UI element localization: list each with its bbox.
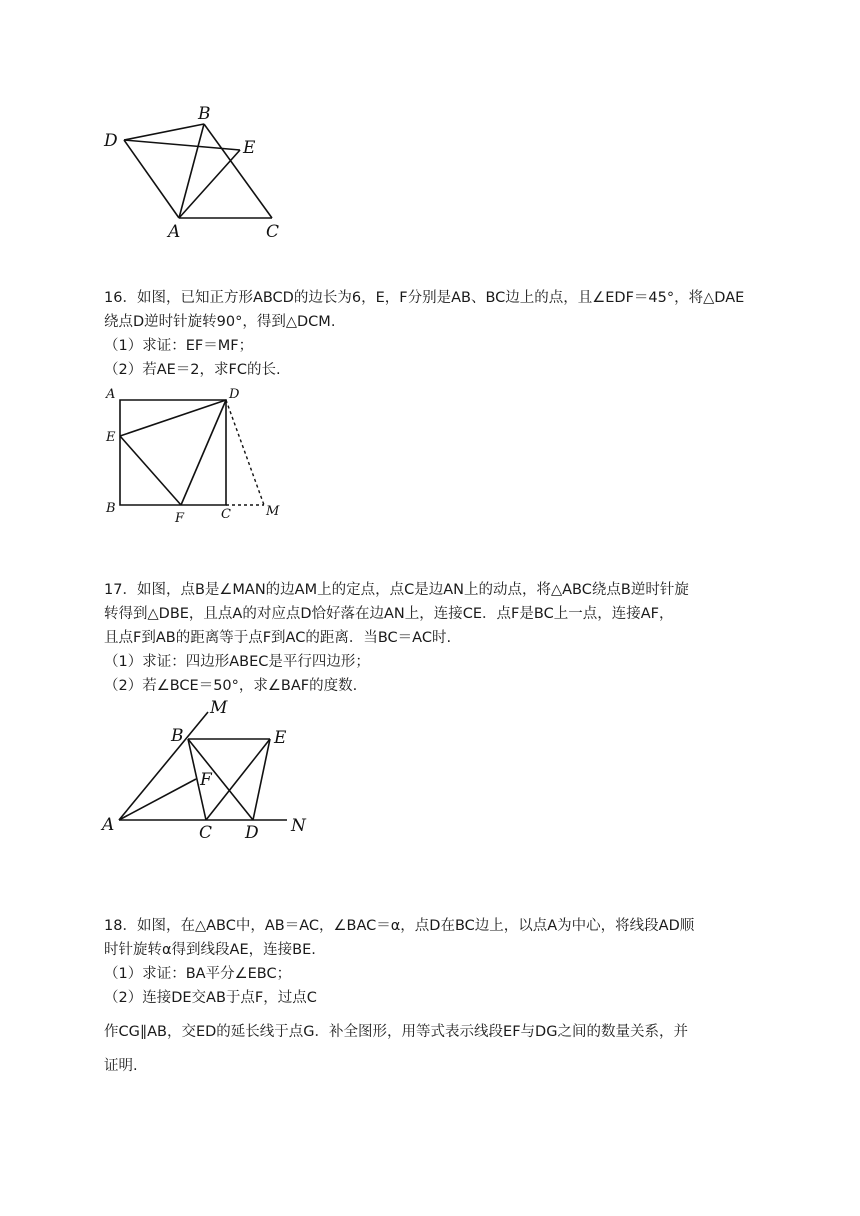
label-B: B (198, 104, 211, 124)
label-E: E (274, 728, 287, 748)
figure-17 (95, 690, 325, 850)
label-B: B (171, 726, 184, 746)
problem-17-line-2: 转得到△DBE，且点A的对应点D恰好落在边AN上，连接CE．点F是BC上一点，连接AF， (104, 606, 674, 622)
square-ABCD (120, 400, 226, 505)
problem-16-part-2: （2）若AE＝2，求FC的长. (104, 362, 281, 378)
segment-DB (124, 124, 204, 140)
label-A: A (168, 222, 181, 242)
label-D: D (245, 823, 259, 843)
problem-17-part-1: （1）求证：四边形ABEC是平行四边形； (104, 654, 370, 670)
label-D: D (229, 387, 240, 402)
label-A: A (102, 815, 115, 835)
problem-17-part-2: （2）若∠BCE＝50°，求∠BAF的度数. (104, 678, 358, 694)
problem-18-line-2: 时针旋转α得到线段AE，连接BE. (104, 942, 316, 958)
problem-18-part-1: （1）求证：BA平分∠EBC； (104, 966, 292, 982)
segment-DF (181, 400, 226, 505)
label-C: C (266, 222, 280, 242)
label-F: F (200, 770, 212, 790)
label-C: C (221, 507, 231, 522)
segment-DE (120, 400, 226, 436)
problem-18 (104, 914, 764, 1078)
label-N: N (291, 816, 306, 836)
problem-16-line-1: 16．如图，已知正方形ABCD的边长为6，E，F分别是AB、BC边上的点，且∠EDF＝45°，将△DAE (104, 290, 745, 306)
segment-DM-dashed (226, 400, 264, 505)
segment-DA (124, 140, 179, 218)
segment-EF (120, 436, 181, 505)
problem-17-line-3: 且点F到AB的距离等于点F到AC的距离．当BC＝AC时. (104, 630, 452, 646)
label-A: A (106, 387, 116, 402)
problem-17-line-1: 17．如图，点B是∠MAN的边AM上的定点，点C是边AN上的动点，将△ABC绕点B逆时针旋 (104, 582, 689, 598)
segment-EC (206, 739, 270, 820)
segment-BC (204, 124, 272, 218)
segment-AF (119, 779, 196, 820)
problem-16 (104, 286, 764, 382)
problem-16-line-2: 绕点D逆时针旋转90°，得到△DCM. (104, 314, 336, 330)
problem-18-part-2: （2）连接DE交AB于点F，过点C (104, 990, 317, 1006)
label-E: E (243, 138, 256, 158)
label-M: M (210, 698, 228, 718)
problem-16-part-1: （1）求证：EF＝MF； (104, 338, 254, 354)
problem-18-line-1: 18．如图，在△ABC中，AB＝AC，∠BAC＝α，点D在BC边上，以点A为中心，将线段AD顺 (104, 918, 695, 934)
problem-18-line-5: 作CG∥AB，交ED的延长线于点G．补全图形，用等式表示线段EF与DG之间的数量关系，并 (104, 1024, 688, 1040)
segment-ED (253, 739, 270, 820)
problem-17 (104, 578, 764, 698)
label-F: F (175, 511, 185, 526)
label-E: E (106, 430, 116, 445)
label-M: M (266, 504, 280, 519)
figure-15 (95, 95, 295, 245)
label-B: B (106, 501, 116, 516)
label-D: D (104, 131, 118, 151)
problem-18-line-6: 证明. (104, 1058, 138, 1074)
label-C: C (199, 823, 213, 843)
figure-16 (95, 380, 295, 530)
